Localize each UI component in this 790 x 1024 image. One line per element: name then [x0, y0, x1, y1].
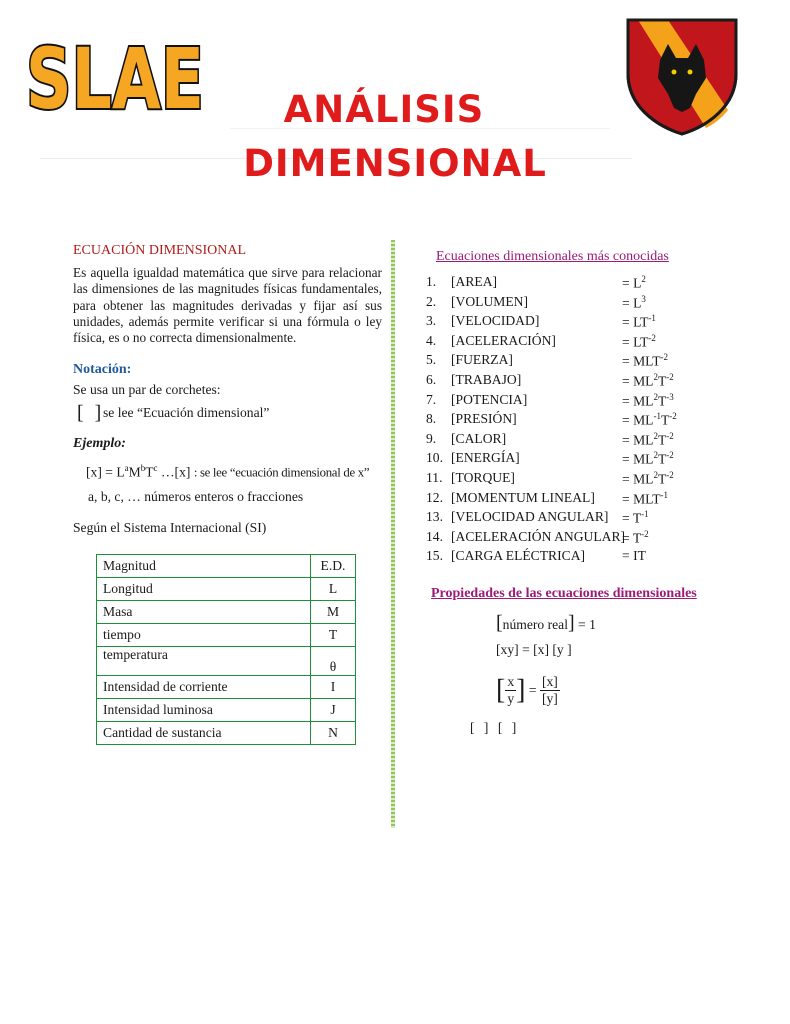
property-3-rnum: [x]: [541, 674, 558, 689]
formula-base: = MLT: [622, 491, 661, 507]
exponent-b: b: [140, 463, 146, 473]
formula-exponent-2: -2: [669, 411, 677, 422]
formula-exponent-2: -3: [666, 391, 674, 402]
formula-base: = ML: [622, 471, 654, 487]
formula-m: M: [128, 464, 141, 480]
equation-quantity: [FUERZA]: [451, 352, 513, 368]
table-row: [97, 647, 356, 676]
property-3: [ $\frac{x}{y}$ ] = $\frac{[x]}{[y]}$: [496, 674, 558, 706]
notation-heading: Notación:: [73, 362, 132, 377]
exponent-c: c: [153, 463, 158, 473]
property-2: [496, 642, 572, 658]
property-1-inner: número real: [502, 617, 568, 632]
formula-exponent: 2: [653, 469, 658, 480]
formula-base-2: T: [657, 451, 667, 467]
equation-formula: [622, 490, 668, 508]
equation-number: 13.: [426, 509, 443, 525]
formula-exponent: -1: [641, 509, 649, 520]
equation-number: 4.: [426, 332, 437, 348]
formula-exponent: -1: [660, 489, 669, 500]
table-header-row: [97, 555, 356, 578]
table-cell: J: [311, 699, 356, 722]
equation-number: 9.: [426, 430, 437, 446]
table-cell: Cantidad de sustancia: [97, 722, 311, 745]
equation-quantity: [VELOCIDAD]: [451, 313, 540, 329]
equation-quantity: [VOLUMEN]: [451, 293, 529, 309]
table-cell: T: [311, 624, 356, 647]
formula-base: = ML: [622, 432, 654, 448]
formula-base: = LT: [622, 334, 649, 350]
equation-formula: [622, 470, 674, 488]
formula-exponent: -2: [641, 528, 649, 539]
formula-base-2: T: [657, 393, 667, 409]
section-title-properties: Propiedades de las ecuaciones dimensionales: [431, 586, 697, 601]
brackets-description: se lee “Ecuación dimensional”: [103, 405, 270, 420]
table-cell: temperatura: [97, 647, 311, 676]
table-cell: I: [311, 676, 356, 699]
formula-exponent-2: -2: [666, 469, 674, 480]
equation-number: 3.: [426, 313, 437, 329]
equation-number: 5.: [426, 352, 437, 368]
dimension-table: [96, 554, 356, 745]
equation-quantity: [ENERGÍA]: [451, 450, 520, 466]
equation-number: 14.: [426, 528, 443, 544]
equation-formula: [622, 313, 656, 331]
equation-quantity: [CARGA ELÉCTRICA]: [451, 548, 586, 564]
formula-base: = MLT: [622, 353, 661, 369]
section-title-known-equations: Ecuaciones dimensionales más conocidas: [436, 249, 669, 264]
formula-base: = ML: [622, 412, 654, 428]
equation-formula: [622, 372, 674, 390]
formula-exponent: 2: [653, 430, 658, 441]
exponent-a: a: [124, 463, 129, 473]
equation-number: 15.: [426, 548, 443, 564]
example-note: a, b, c, … números enteros o fracciones: [88, 489, 304, 504]
equation-formula: [622, 509, 649, 527]
formula-exponent: 2: [653, 450, 658, 461]
formula-exponent: -2: [660, 352, 669, 363]
formula-exponent-2: -2: [666, 430, 674, 441]
property-4: [ ] [ ]: [470, 720, 520, 735]
equation-quantity: [POTENCIA]: [451, 391, 528, 407]
formula-base: = L: [622, 295, 642, 311]
formula-exponent: 2: [653, 371, 658, 382]
table-cell: Intensidad de corriente: [97, 676, 311, 699]
property-2-rhs: = [x] [y ]: [522, 642, 572, 657]
property-3-den: y: [507, 691, 515, 706]
equation-number: 7.: [426, 391, 437, 407]
formula-exponent: -1: [653, 411, 661, 422]
table-row: [97, 624, 356, 647]
svg-text:SLAE: SLAE: [26, 30, 204, 128]
formula-base-2: T: [657, 471, 667, 487]
equation-quantity: [VELOCIDAD ANGULAR]: [451, 509, 609, 525]
equation-quantity: [ACELERACIÓN]: [451, 332, 556, 348]
formula-base-2: T: [660, 412, 670, 428]
notation-description: Se usa un par de corchetes:: [73, 382, 221, 397]
brackets-symbol: [ ]: [77, 402, 105, 424]
column-divider: [391, 240, 395, 828]
table-cell: Masa: [97, 601, 311, 624]
equation-number: 1.: [426, 274, 437, 289]
si-text: Según el Sistema Internacional (SI): [73, 520, 267, 535]
equation-number: 11.: [426, 469, 443, 485]
property-1: [número real] = 1: [496, 612, 596, 634]
equation-formula: [622, 294, 646, 312]
equation-formula: [622, 411, 677, 429]
formula-base: = IT: [622, 548, 646, 564]
table-cell: Intensidad luminosa: [97, 699, 311, 722]
equation-formula: [622, 392, 674, 410]
equation-formula: [622, 431, 674, 449]
equation-quantity: [ACELERACIÓN ANGULAR]: [451, 528, 626, 544]
formula-base: = ML: [622, 451, 654, 467]
formula-lhs: [x]: [86, 464, 102, 480]
formula-base-2: T: [657, 432, 667, 448]
equation-number: 10.: [426, 450, 443, 466]
table-row: [97, 676, 356, 699]
table-cell: Longitud: [97, 578, 311, 601]
table-cell: θ: [311, 647, 356, 676]
formula-base: = T: [622, 510, 642, 526]
definition-paragraph: Es aquella igualdad matemática que sirve para relacionar las dimensiones de las magnitudes físicas fundamentales, para obtener las magnitudes derivadas y fijar así sus unidades, además permite verificar si una fórmula o ley física, es o no correcta dimensionalmente.: [73, 265, 382, 346]
table-cell: L: [311, 578, 356, 601]
example-heading: Ejemplo:: [73, 436, 126, 451]
table-row: [97, 601, 356, 624]
equation-quantity: [CALOR]: [451, 430, 507, 446]
formula-exponent: 2: [641, 274, 646, 284]
equation-number: 8.: [426, 411, 437, 427]
formula-t: T: [145, 464, 154, 480]
title-line-1: ANÁLISIS: [283, 88, 485, 131]
property-3-rden: [y]: [541, 691, 558, 706]
formula-base: = ML: [622, 373, 654, 389]
equation-quantity: [PRESIÓN]: [451, 411, 517, 427]
formula-base: = L: [622, 275, 642, 291]
formula-base: = LT: [622, 314, 649, 330]
table-cell: N: [311, 722, 356, 745]
formula-base: = ML: [622, 393, 654, 409]
table-cell: tiempo: [97, 624, 311, 647]
formula-eq: = L: [105, 464, 125, 480]
formula-exponent: 3: [641, 293, 646, 304]
table-header-cell: Magnitud: [97, 555, 311, 578]
property-3-num: x: [507, 674, 515, 689]
table-cell: M: [311, 601, 356, 624]
example-formula: [86, 463, 369, 481]
title-line-2: DIMENSIONAL: [243, 142, 547, 185]
equation-quantity: [MOMENTUM LINEAL]: [451, 489, 595, 505]
formula-exponent-2: -2: [666, 371, 674, 382]
formula-base: = T: [622, 530, 642, 546]
equation-formula: [622, 274, 646, 292]
table-header-cell: E.D.: [311, 555, 356, 578]
property-1-rhs: = 1: [578, 617, 596, 632]
equation-quantity: [TORQUE]: [451, 469, 515, 485]
table-row: [97, 699, 356, 722]
formula-base-2: T: [657, 373, 667, 389]
formula-mid: …[x]: [160, 464, 191, 480]
equation-formula: [622, 529, 649, 547]
equation-quantity: [AREA]: [451, 274, 498, 289]
equation-formula: [622, 333, 656, 351]
section-title-ecuacion-dimensional: ECUACIÓN DIMENSIONAL: [73, 243, 247, 258]
equation-number: 2.: [426, 293, 437, 309]
equation-formula: [622, 548, 646, 564]
table-row: [97, 578, 356, 601]
equation-quantity: [TRABAJO]: [451, 371, 522, 387]
equation-formula: [622, 450, 674, 468]
formula-exponent-2: -2: [666, 450, 674, 461]
equation-formula: [622, 352, 668, 370]
formula-exponent: -1: [648, 313, 656, 324]
formula-reading: : se lee “ecuación dimensional de x”: [193, 465, 370, 480]
table-row: [97, 722, 356, 745]
formula-exponent: -2: [648, 332, 656, 343]
property-2-lhs: [xy]: [496, 642, 519, 657]
equation-number: 6.: [426, 371, 437, 387]
formula-exponent: 2: [653, 391, 658, 402]
equation-number: 12.: [426, 489, 443, 505]
